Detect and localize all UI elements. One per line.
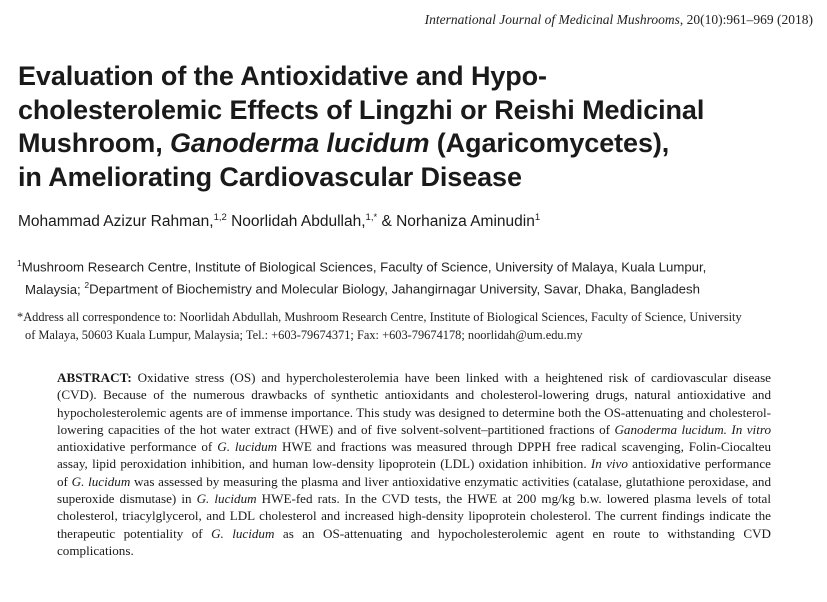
correspondence-line-2: of Malaya, 50603 Kuala Lumpur, Malaysia; Tel.: +603-79674371; Fax: +603-79674178; noorlidah@um.edu.my — [25, 328, 583, 342]
affil-1-text-cont: Malaysia; — [25, 281, 85, 297]
title-line-1: Evaluation of the Antioxidative and Hypo- — [18, 61, 547, 91]
abstract-text: HWE and fractions was measured through DPPH free radical scavenging, Folin-Ciocalteu assay, lipid peroxidation inhibition, and human low-density lipoprotein (LDL) oxidation inhibition. — [57, 439, 771, 472]
abstract-species: G. lucidum — [211, 525, 275, 541]
abstract-term: In vitro — [731, 421, 771, 437]
correspondence-line-1: *Address all correspondence to: Noorlidah Abdullah, Mushroom Research Centre, Institute of Biological Sciences, Faculty of Science, University — [17, 310, 742, 324]
abstract — [57, 369, 771, 559]
author-2: Noorlidah Abdullah, — [226, 213, 366, 231]
abstract-text: as an OS-attenuating and hypocholesterolemic agent en route to withstanding CVD complications. — [57, 525, 771, 558]
abstract-species: G. lucidum — [196, 491, 257, 507]
affiliations — [17, 254, 817, 299]
abstract-species: Ganoderma lucidum. — [614, 421, 727, 437]
abstract-label: ABSTRACT: — [57, 370, 132, 385]
author-1: Mohammad Azizur Rahman, — [18, 213, 214, 231]
abstract-species: G. lucidum — [217, 439, 278, 455]
abstract-text: was assessed by measuring the plasma and liver antioxidative enzymatic activities (catalase, glutathione peroxidase, and superoxide dismutase) in — [57, 473, 772, 507]
abstract-text: Oxidative stress (OS) and hypercholesterolemia have been linked with a heightened risk of cardiovascular disease (CVD). Because of the numerous drawbacks of synthetic antioxidants and cholesterol-lowering drugs, natural antioxidative and hypocholesterolemic agents are of immense importance. This study was designed to determine both the OS-attenuating and cholesterol-lowering capacities of the hot water extract (HWE) and of five solvent-solvent–partitioned fractions of — [57, 370, 771, 437]
author-list — [18, 212, 540, 231]
title-line-3-post: (Agaricomycetes), — [429, 128, 670, 158]
author-3-affil: 1 — [534, 212, 541, 223]
abstract-text: HWE-fed rats. In the CVD tests, the HWE at 200 mg/kg b.w. lowered plasma levels of total cholesterol, triacylglycerol, and LDL cholesterol and increased high-density lipoprotein cholesterol. The current findings indicate the therapeutic potentiality of — [57, 491, 771, 541]
volume-info: , 20(10):961–969 (2018) — [679, 12, 813, 27]
abstract-term: In vivo — [590, 456, 628, 472]
title-line-2: cholesterolemic Effects of Lingzhi or Reishi Medicinal — [18, 94, 705, 125]
title-line-4: in Ameliorating Cardiovascular Disease — [18, 161, 522, 192]
paper-title — [18, 60, 818, 194]
affil-1-mark: 1 — [17, 258, 22, 268]
affil-1-text: Mushroom Research Centre, Institute of Biological Sciences, Faculty of Science, University of Malaya, Kuala Lumpur, — [21, 259, 707, 275]
author-1-affil: 1,2 — [213, 212, 227, 223]
journal-name: International Journal of Medicinal Mushrooms — [424, 12, 680, 27]
abstract-text: antioxidative performance of — [57, 456, 771, 489]
journal-citation — [425, 12, 813, 28]
abstract-text: antioxidative performance of — [57, 439, 218, 455]
correspondence — [17, 308, 817, 344]
author-3: & Norhaniza Aminudin — [377, 213, 535, 231]
title-species: Ganoderma lucidum — [170, 128, 430, 158]
abstract-species: G. lucidum — [71, 473, 131, 489]
title-line-3-pre: Mushroom, — [18, 128, 170, 158]
affil-2-mark: 2 — [84, 280, 90, 291]
affil-2-text: Department of Biochemistry and Molecular Biology, Jahangirnagar University, Savar, Dhaka, Bangladesh — [89, 281, 700, 297]
author-2-affil: 1,* — [365, 212, 378, 223]
